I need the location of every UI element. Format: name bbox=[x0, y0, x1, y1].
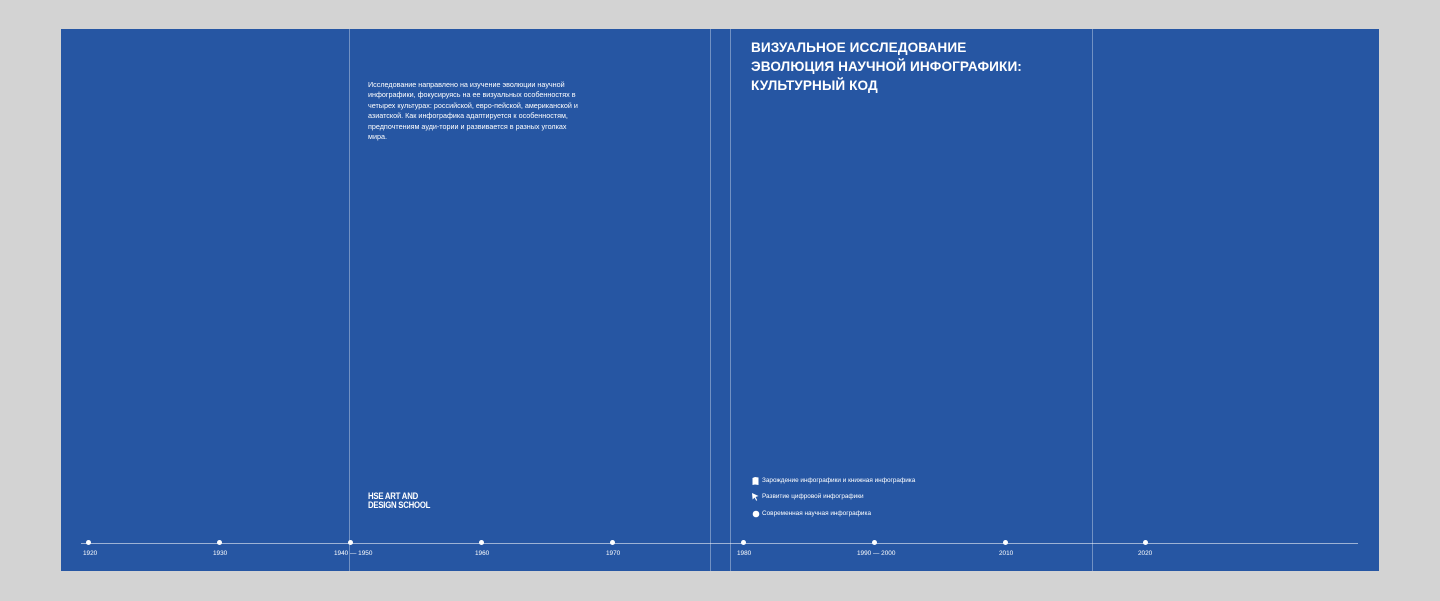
timeline-dot bbox=[86, 540, 91, 545]
legend-label: Современная научная инфографика bbox=[762, 510, 871, 517]
hse-logo: HSE ART AND DESIGN SCHOOL bbox=[368, 491, 431, 511]
book-icon bbox=[751, 477, 760, 486]
timeline-dot bbox=[1003, 540, 1008, 545]
column-divider bbox=[730, 29, 731, 571]
column-divider bbox=[710, 29, 711, 571]
circle-icon bbox=[751, 510, 760, 519]
timeline-label: 1970 bbox=[606, 550, 621, 557]
legend-item-modern bbox=[751, 509, 971, 519]
timeline-dot bbox=[479, 540, 484, 545]
timeline-dot bbox=[872, 540, 877, 545]
page-title: ВИЗУАЛЬНОЕ ИССЛЕДОВАНИЕ ЭВОЛЮЦИЯ НАУЧНОЙ ИНФОГРАФИКИ: КУЛЬТУРНЫЙ КОД bbox=[751, 40, 1022, 93]
column-divider bbox=[349, 29, 350, 571]
timeline-label: 1930 bbox=[213, 550, 228, 557]
column-divider bbox=[1092, 29, 1093, 571]
book-spread bbox=[61, 29, 1379, 571]
timeline-label: 1960 bbox=[475, 550, 490, 557]
timeline-dot bbox=[610, 540, 615, 545]
legend-label: Развитие цифровой инфографики bbox=[762, 493, 864, 500]
timeline-label: 1920 bbox=[83, 550, 98, 557]
timeline-label: 2020 bbox=[1138, 550, 1153, 557]
timeline-dot bbox=[741, 540, 746, 545]
legend-label: Зарождение инфографики и книжная инфографика bbox=[762, 477, 916, 484]
timeline-label: 1990 — 2000 bbox=[857, 550, 896, 557]
legend-item-book bbox=[751, 476, 971, 486]
timeline-label: 2010 bbox=[999, 550, 1014, 557]
timeline-dot bbox=[1143, 540, 1148, 545]
legend-item-digital bbox=[751, 492, 971, 502]
timeline-label: 1980 bbox=[737, 550, 752, 557]
timeline-dot bbox=[217, 540, 222, 545]
timeline-label: 1940 — 1950 bbox=[334, 550, 373, 557]
timeline-axis bbox=[81, 543, 1358, 544]
timeline-dot bbox=[348, 540, 353, 545]
cursor-icon bbox=[751, 493, 760, 502]
intro-paragraph: Исследование направлено на изучение эволюции научной инфографики, фокусируясь на ее визуальных особенностях в четырех культурах: российской, евро-пейской, американской и азиатской. Как инфографика адаптируется к особенностям, предпочтениям ауди-тории и развивается в разных уголках мира. bbox=[368, 80, 578, 142]
